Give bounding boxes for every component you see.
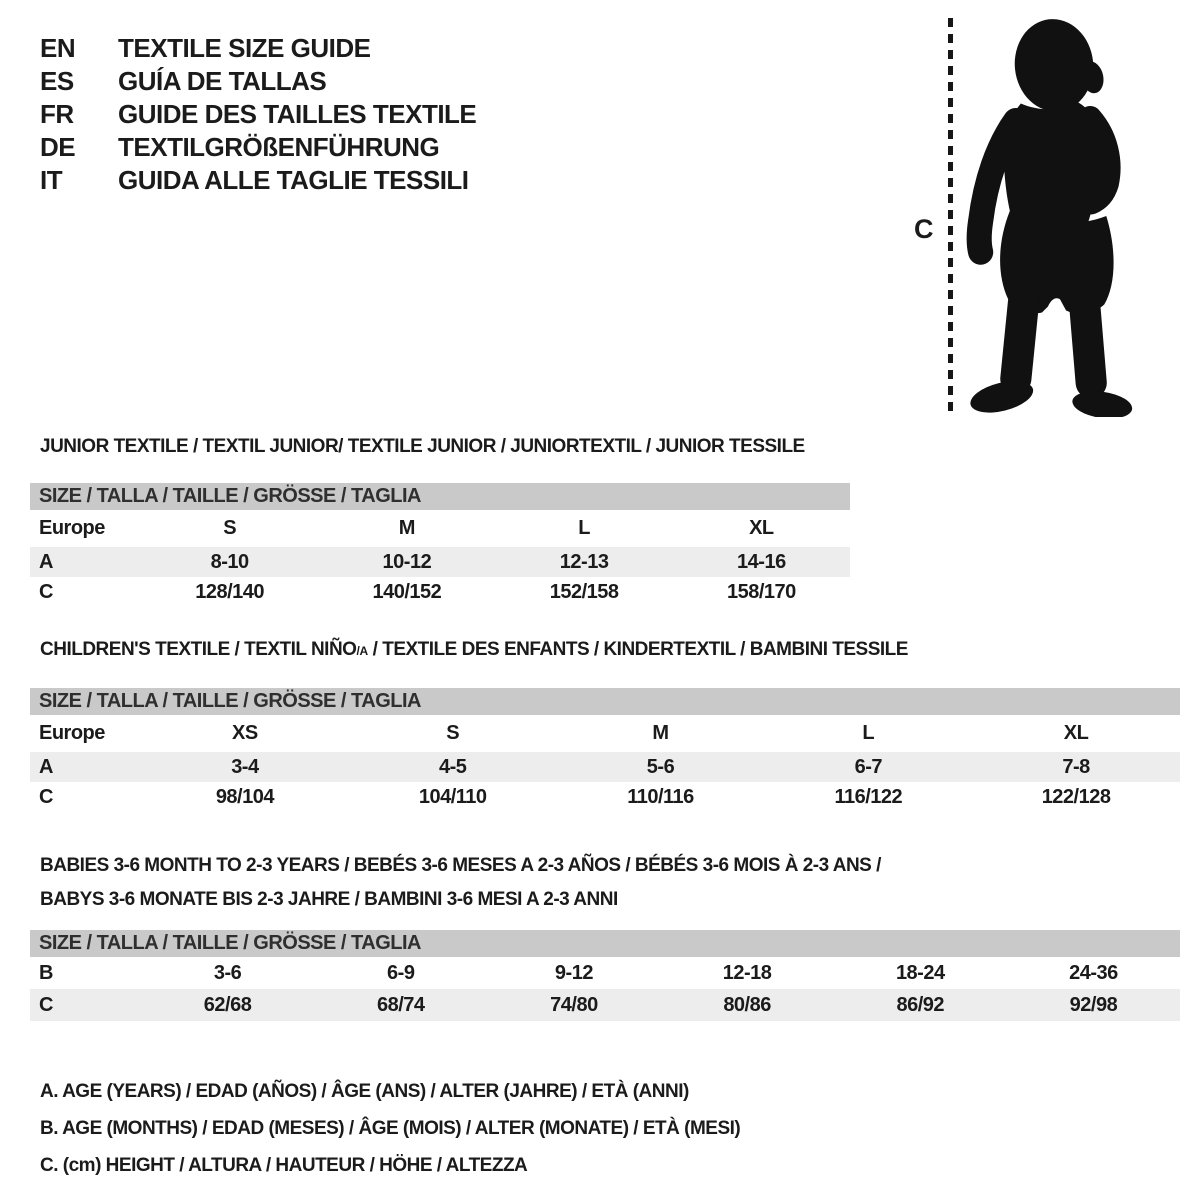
language-title: GUÍA DE TALLAS <box>118 66 327 96</box>
cell: 74/80 <box>550 993 598 1016</box>
column-header-l: L <box>862 722 875 744</box>
row-label: A <box>39 550 53 573</box>
children-title-text: / TEXTILE DES ENFANTS / KINDERTEXTIL / BAMBINI TESSILE <box>367 639 908 660</box>
language-title: TEXTILGRÖßENFÜHRUNG <box>118 132 440 162</box>
cell: 116/122 <box>834 785 903 808</box>
legend-line-a: A. AGE (YEARS) / EDAD (AÑOS) / ÂGE (ANS) / ALTER (JAHRE) / ETÀ (ANNI) <box>40 1081 689 1102</box>
babies-title-line-2: BABYS 3-6 MONATE BIS 2-3 JAHRE / BAMBINI 3-6 MESI A 2-3 ANNI <box>40 889 618 910</box>
legend-line-b: B. AGE (MONTHS) / EDAD (MESES) / ÂGE (MOIS) / ALTER (MONATE) / ETÀ (MESI) <box>40 1118 741 1139</box>
babies-row-height <box>30 989 1180 1021</box>
cell: 80/86 <box>723 993 771 1016</box>
children-title-text: CHILDREN'S TEXTILE / TEXTIL NIÑO <box>40 639 357 660</box>
babies-size-table <box>30 930 1180 1021</box>
children-section-title <box>40 639 908 661</box>
legend-line-c: C. (cm) HEIGHT / ALTURA / HAUTEUR / HÖHE / ALTEZZA <box>40 1155 528 1176</box>
height-dashed-line <box>948 18 953 416</box>
column-header-s: S <box>223 517 237 539</box>
cell: 14-16 <box>737 550 786 573</box>
cell: 18-24 <box>895 961 945 984</box>
children-column-header-row <box>30 715 1180 752</box>
cell: 10-12 <box>382 550 432 573</box>
language-code: DE <box>40 132 76 162</box>
language-code: IT <box>40 165 63 195</box>
cell: 3-6 <box>213 961 242 984</box>
babies-title-line-1: BABIES 3-6 MONTH TO 2-3 YEARS / BEBÉS 3-6 MESES A 2-3 AÑOS / BÉBÉS 3-6 MOIS À 2-3 ANS / <box>40 855 881 876</box>
babies-section-title <box>40 849 881 917</box>
column-header-xl: XL <box>1063 722 1089 744</box>
row-label: C <box>39 785 53 808</box>
cell: 12-13 <box>559 550 609 573</box>
column-header-m: M <box>652 722 669 744</box>
junior-row-height <box>30 577 850 607</box>
column-header-europe: Europe <box>39 722 105 744</box>
language-title: GUIDA ALLE TAGLIE TESSILI <box>118 165 469 195</box>
language-code: EN <box>40 33 76 63</box>
language-title: TEXTILE SIZE GUIDE <box>118 33 371 63</box>
babies-row-age-months <box>30 957 1180 989</box>
cell: 7-8 <box>1062 755 1090 778</box>
column-header-xl: XL <box>749 517 774 539</box>
measurement-legend <box>40 1073 740 1184</box>
children-size-table <box>30 688 1180 812</box>
language-title-list <box>40 32 476 197</box>
row-label: C <box>39 580 53 603</box>
children-size-header-bar: SIZE / TALLA / TAILLE / GRÖSSE / TAGLIA <box>30 688 1180 715</box>
cell: 86/92 <box>896 993 945 1016</box>
cell: 6-7 <box>854 755 882 778</box>
cell: 104/110 <box>418 785 487 808</box>
row-label: C <box>39 993 53 1016</box>
junior-column-header-row <box>30 510 850 547</box>
cell: 8-10 <box>210 550 249 573</box>
row-label: A <box>39 755 53 778</box>
column-header-s: S <box>446 722 460 744</box>
cell: 158/170 <box>726 580 796 603</box>
cell: 152/158 <box>549 580 619 603</box>
column-header-m: M <box>398 517 415 539</box>
junior-size-table <box>30 483 850 607</box>
column-header-l: L <box>578 517 590 539</box>
cell: 122/128 <box>1041 785 1111 808</box>
row-label: B <box>39 961 53 984</box>
cell: 24-36 <box>1069 961 1118 984</box>
toddler-left-leg <box>1016 298 1024 378</box>
cell: 9-12 <box>554 961 593 984</box>
cell: 6-9 <box>387 961 415 984</box>
column-header-xs: XS <box>232 722 258 744</box>
cell: 110/116 <box>627 785 694 808</box>
cell: 98/104 <box>215 785 274 808</box>
language-code: FR <box>40 99 74 129</box>
children-row-height <box>30 782 1180 812</box>
children-row-age <box>30 752 1180 782</box>
cell: 68/74 <box>376 993 425 1016</box>
cell: 12-18 <box>722 961 772 984</box>
cell: 5-6 <box>646 755 675 778</box>
column-header-europe: Europe <box>39 517 105 539</box>
cell: 92/98 <box>1069 993 1118 1016</box>
babies-size-header-bar: SIZE / TALLA / TAILLE / GRÖSSE / TAGLIA <box>30 930 1180 957</box>
junior-size-header-bar: SIZE / TALLA / TAILLE / GRÖSSE / TAGLIA <box>30 483 850 510</box>
junior-section-title: JUNIOR TEXTILE / TEXTIL JUNIOR/ TEXTILE JUNIOR / JUNIORTEXTIL / JUNIOR TESSILE <box>40 436 805 457</box>
cell: 140/152 <box>372 580 442 603</box>
height-measure-label-c: C <box>914 214 933 244</box>
children-title-subscript: /A <box>356 644 368 658</box>
junior-row-age <box>30 547 850 577</box>
language-code: ES <box>40 66 74 96</box>
cell: 4-5 <box>438 755 467 778</box>
toddler-silhouette-image <box>962 15 1136 417</box>
toddler-right-leg <box>1084 298 1091 382</box>
cell: 3-4 <box>231 755 259 778</box>
language-title: GUIDE DES TAILLES TEXTILE <box>118 99 477 129</box>
cell: 62/68 <box>203 993 252 1016</box>
cell: 128/140 <box>195 580 265 603</box>
